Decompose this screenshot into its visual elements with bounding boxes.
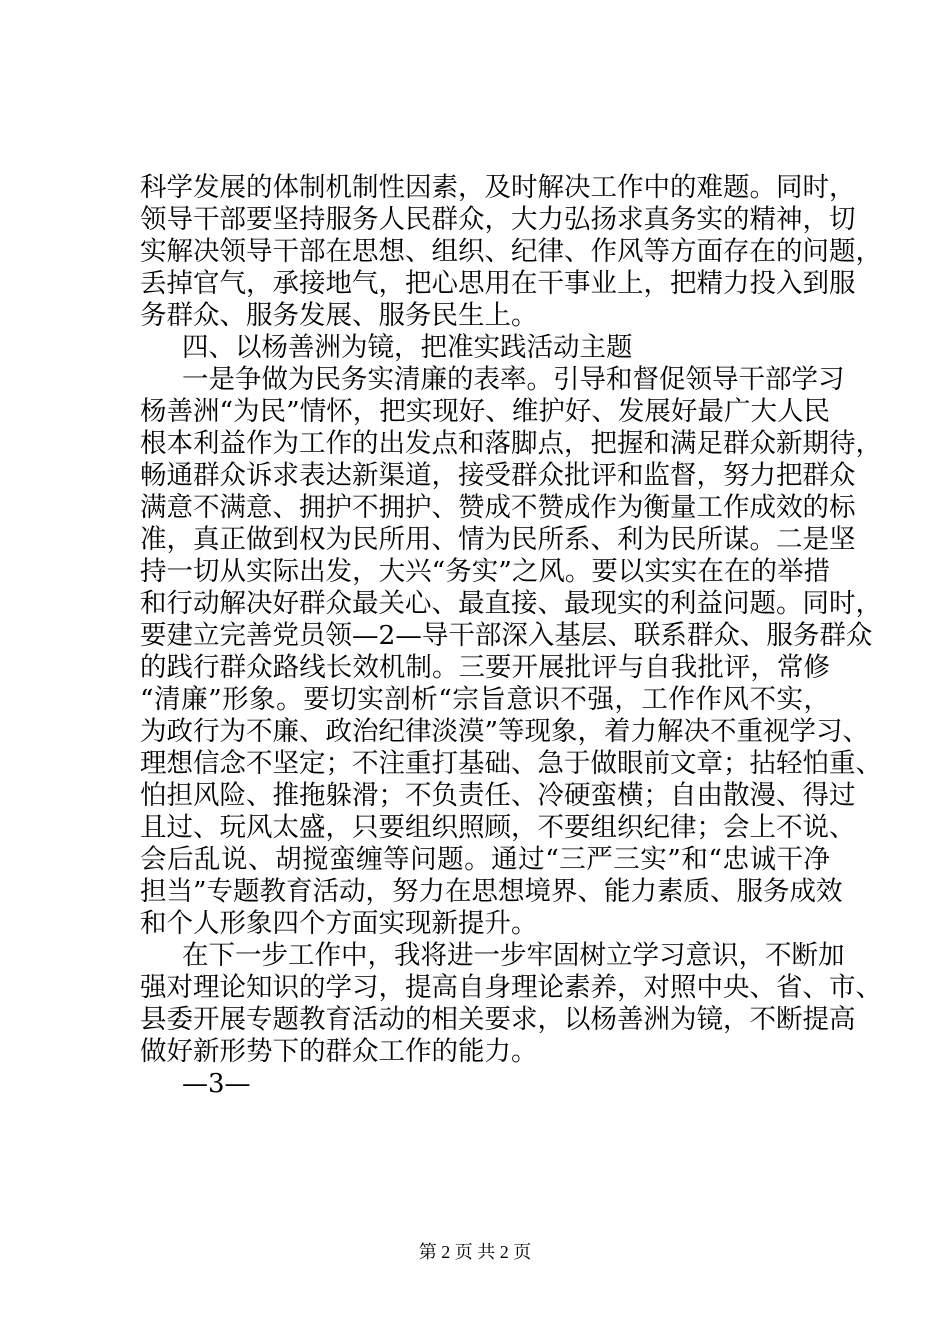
body-text-line: 为政行为不廉、政治纪律淡漠”等现象，着力解决不重视学习、 xyxy=(140,716,870,747)
body-text-line: 要建立完善党员领—2—导干部深入基层、联系群众、服务群众 xyxy=(140,620,873,651)
body-text-line: 根本利益作为工作的出发点和落脚点，把握和满足群众新期待， xyxy=(140,428,882,459)
body-text-line: 畅通群众诉求表达新渠道，接受群众批评和监督，努力把群众 xyxy=(140,460,856,491)
body-text-line: 领导干部要坚持服务人民群众，大力弘扬求真务实的精神，切 xyxy=(140,204,856,235)
body-text-line: 在下一步工作中，我将进一步牢固树立学习意识，不断加 xyxy=(182,940,845,971)
inline-page-number: —3— xyxy=(182,1069,251,1099)
page-footer: 第 2 页 共 2 页 xyxy=(418,1242,532,1262)
body-text-line: 怕担风险、推拖躲滑；不负责任、冷硬蛮横；自由散漫、得过 xyxy=(140,780,856,811)
body-text-line: 丢掉官气，承接地气，把心思用在干事业上，把精力投入到服 xyxy=(140,268,856,299)
body-text-line: 会后乱说、胡搅蛮缠等问题。通过“三严三实”和“忠诚干净 xyxy=(140,844,830,875)
body-text-line: 且过、玩风太盛，只要组织照顾，不要组织纪律；会上不说、 xyxy=(140,812,856,843)
body-text-line: 和个人形象四个方面实现新提升。 xyxy=(140,908,538,939)
section-heading: 四、以杨善洲为镜，把准实践活动主题 xyxy=(182,332,633,363)
body-text-line: 满意不满意、拥护不拥护、赞成不赞成作为衡量工作成效的标 xyxy=(140,492,856,523)
body-text-line: 科学发展的体制机制性因素，及时解决工作中的难题。同时， xyxy=(140,172,856,203)
body-text-line: 持一切从实际出发，大兴“务实”之风。要以实实在在的举措 xyxy=(140,556,830,587)
body-text-line: 的践行群众路线长效机制。三要开展批评与自我批评，常修 xyxy=(140,652,830,683)
body-text-line: 理想信念不坚定；不注重打基础、急于做眼前文章；拈轻怕重、 xyxy=(140,748,882,779)
body-text-line: 强对理论知识的学习，提高自身理论素养，对照中央、省、市、 xyxy=(140,972,882,1003)
body-text-line: 做好新形势下的群众工作的能力。 xyxy=(140,1036,538,1067)
body-text-line: 一是争做为民务实清廉的表率。引导和督促领导干部学习 xyxy=(182,364,845,395)
body-text-line: 县委开展专题教育活动的相关要求，以杨善洲为镜，不断提高 xyxy=(140,1004,856,1035)
body-text-line: 和行动解决好群众最关心、最直接、最现实的利益问题。同时， xyxy=(140,588,882,619)
body-text-line: 实解决领导干部在思想、组织、纪律、作风等方面存在的问题， xyxy=(140,236,882,267)
body-text-line: 担当”专题教育活动，努力在思想境界、能力素质、服务成效 xyxy=(140,876,843,907)
body-text-line: 准，真正做到权为民所用、情为民所系、利为民所谋。二是坚 xyxy=(140,524,856,555)
body-text-line: “清廉”形象。要切实剖析“宗旨意识不强，工作作风不实， xyxy=(140,684,830,715)
body-text-line: 务群众、服务发展、服务民生上。 xyxy=(140,300,538,331)
body-text-line: 杨善洲“为民”情怀，把实现好、维护好、发展好最广大人民 xyxy=(140,396,830,427)
